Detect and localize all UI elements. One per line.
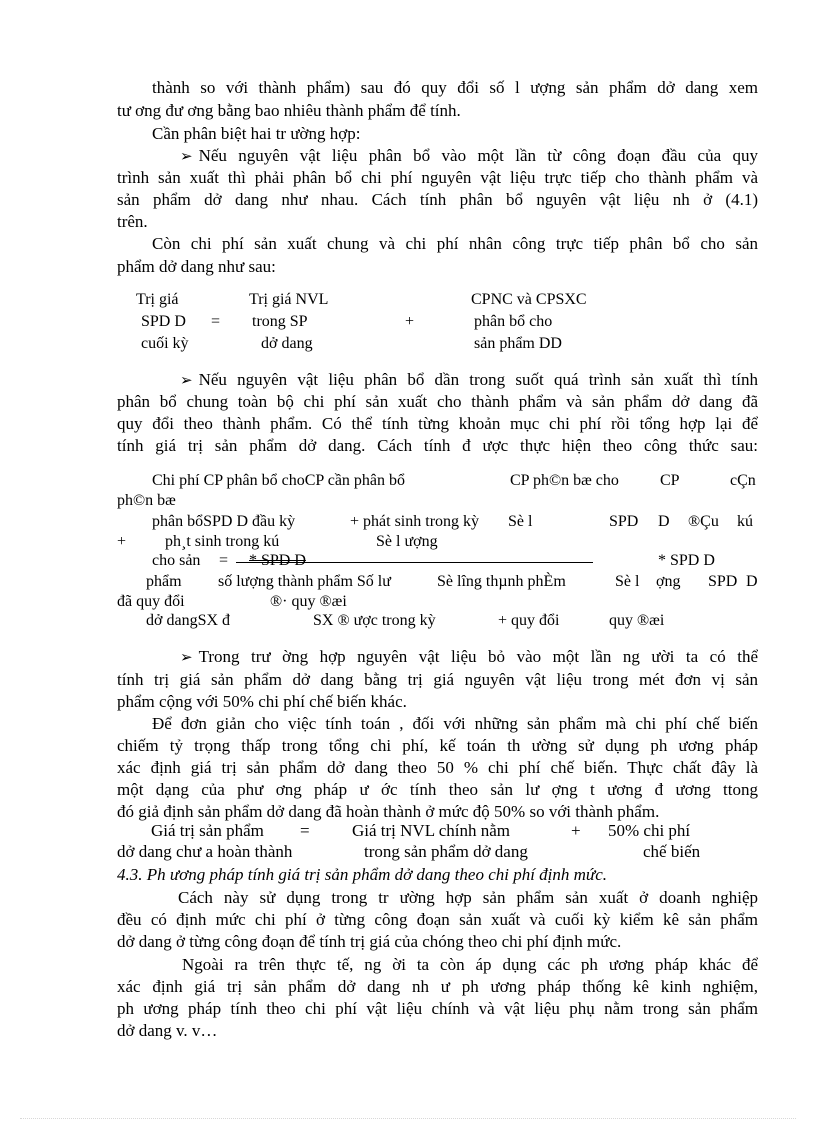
other-methods-line-1: Ngoài ra trên thực tế, ng ời ta còn áp dụng các ph ương pháp khác để [182, 955, 758, 974]
garbled-l2: ph©n bæ [117, 492, 176, 509]
intro-line-1: thành so với thành phẩm) sau đó quy đổi số l ượng sản phẩm dở dang xem [152, 78, 758, 97]
case2-line-4: tính giá trị sản phẩm dở dang. Cách tính đ ược thực hiện theo công thức sau: [117, 436, 758, 455]
arrow-bullet-icon: ➢ [180, 149, 193, 165]
case3-line-1: ➢ Trong trư ờng hợp nguyên vật liệu bỏ vào một lần ng ười ta có thể [180, 647, 758, 666]
formula2-b2: trong sản phẩm dở dang [364, 842, 528, 861]
other-costs-line-2: phẩm dở dang như sau: [117, 257, 276, 276]
case1-line-3: sản phẩm dở dang như nhau. Cách tính phân bổ nguyên vật liệu nh ở (4.1) [117, 190, 758, 209]
case1-line-4: trên. [117, 212, 148, 231]
garbled-l6-d: Sè l [615, 573, 640, 590]
formula1-col3-r1: CPNC và CPSXC [471, 291, 587, 308]
formula1-col3-r2: phân bổ cho [474, 313, 553, 330]
formula1-plus: + [405, 313, 415, 330]
simplify-line-1: Để đơn giản cho việc tính toán , đối với những sản phẩm mà chi phí chế biến [152, 714, 758, 733]
garbled-l1-b: CP ph©n bæ cho [510, 472, 619, 489]
formula1-col2-r3: dở dang [261, 335, 313, 352]
formula2-a1: Giá trị sản phẩm [151, 821, 264, 840]
garbled-l7-a: đã quy đổi [117, 593, 185, 610]
other-costs-line-1: Còn chi phí sản xuất chung và chi phí nhân công trực tiếp phân bổ cho sản [152, 234, 758, 253]
case1-line-2: trình sản xuất thì phải phân bổ chi phí nguyên vật liệu trực tiếp cho thành phẩm và [117, 168, 758, 187]
garbled-l8-d: quy ®æi [609, 612, 665, 629]
garbled-l3-d: SPD [609, 513, 639, 530]
arrow-bullet-icon: ➢ [180, 373, 193, 389]
garbled-l6-g: D [746, 573, 758, 590]
case2-line-2: phân bổ chung toàn bộ chi phí sản xuất cho thành phẩm và sản phẩm dở dang đã [117, 392, 758, 411]
other-methods-line-3: ph ương pháp tính theo chi phí vật liệu chính và vật liệu phụ nằm trong sản phẩm [117, 999, 758, 1018]
garbled-l5-c: * SPD D [249, 552, 306, 569]
formula1-col2-r1: Trị giá NVL [249, 291, 329, 308]
other-methods-line-4: dở dang v. v… [117, 1021, 218, 1040]
formula1-col3-r3: sản phẩm DD [474, 335, 562, 352]
other-methods-line-2: xác định giá trị sản phẩm dở dang nh ư ph ương pháp thống kê kinh nghiệm, [117, 977, 758, 996]
garbled-l3-c: Sè l [508, 513, 533, 530]
garbled-l3-b: + phát sinh trong kỳ [350, 513, 480, 530]
section-heading-4-3: 4.3. Ph ương pháp tính giá trị sản phẩm dở dang theo chi phí định mức. [117, 865, 608, 884]
garbled-l6-a: phẩm [146, 573, 182, 590]
case3-line-3: phẩm cộng với 50% chi phí chế biến khác. [117, 692, 407, 711]
garbled-l1-c: CP [660, 472, 680, 489]
norm-line-3: dở dang ở từng công đoạn để tính trị giá của chóng theo chi phí định mức. [117, 932, 622, 951]
garbled-l1-d: cÇn [730, 472, 756, 489]
formula2-a2: dở dang chư a hoàn thành [117, 842, 293, 861]
formula1-col2-r2: trong SP [252, 313, 308, 330]
formula2-b1: Giá trị NVL chính nằm [352, 821, 510, 840]
garbled-l8-c: + quy đổi [498, 612, 560, 629]
formula1-equals: = [211, 313, 221, 330]
formula1-col1-r3: cuối kỳ [141, 335, 189, 352]
simplify-line-5: đó giả định sản phẩm dở dang đã hoàn thành ở mức độ 50% so với thành phẩm. [117, 802, 660, 821]
garbled-l4-c: Sè l ượng [376, 533, 438, 550]
formula2-c1: 50% chi phí [608, 821, 691, 840]
intro-line-2: tư ơng đư ơng bằng bao nhiêu thành phẩm để tính. [117, 101, 461, 120]
garbled-l6-b: số lượng thành phẩm Số lư [218, 573, 391, 590]
formula2-plus: + [571, 821, 581, 840]
garbled-l6-c: Sè lîng thµnh phÈm [437, 573, 566, 590]
garbled-l3-g: kú [737, 513, 753, 530]
garbled-l4-b: ph¸t sinh trong kú [165, 533, 280, 550]
simplify-line-3: xác định giá trị sản phẩm dở dang theo 50 % chi phí chế biến. Thực chất đây là [117, 758, 758, 777]
garbled-l4-a: + [117, 533, 127, 550]
garbled-l6-f: SPD [708, 573, 738, 590]
garbled-l8-a: dở dangSX đ [146, 612, 231, 629]
garbled-l3-e: D [658, 513, 670, 530]
simplify-line-2: chiếm tỷ trọng thấp trong tổng chi phí, kế toán th ường sử dụng ph ương pháp [117, 736, 758, 755]
norm-line-1: Cách này sử dụng trong tr ường hợp sản phẩm sản xuất ở doanh nghiệp [178, 888, 758, 907]
garbled-l5-d: * SPD D [658, 552, 715, 569]
formula1-col1-r1: Trị giá [136, 291, 179, 308]
garbled-l8-b: SX ® ược trong kỳ [313, 612, 436, 629]
case1-line-1: ➢ Nếu nguyên vật liệu phân bổ vào một lần từ công đoạn đầu của quy [180, 146, 758, 165]
garbled-l5-b: = [219, 552, 229, 569]
garbled-l1-a: Chi phí CP phân bổ choCP cần phân bổ [152, 472, 406, 489]
formula2-equals: = [300, 821, 310, 840]
case2-line-1: ➢ Nếu nguyên vật liệu phân bổ dần trong suốt quá trình sản xuất thì tính [180, 370, 758, 389]
page-bottom-border [20, 1118, 796, 1119]
fraction-line [236, 562, 593, 563]
garbled-l3-f: ®Çu [688, 513, 719, 530]
case3-line-2: tính trị giá sản phẩm dở dang bằng trị giá nguyên vật liệu trong mét đơn vị sản [117, 670, 758, 689]
garbled-l5-a: cho sản [152, 552, 201, 569]
norm-line-2: đều có định mức chi phí ở từng công đoạn sản xuất và cuối kỳ kiểm kê sản phẩm [117, 910, 758, 929]
case2-line-3: quy đổi theo thành phẩm. Có thể tính từng khoản mục chi phí rồi tổng hợp lại để [117, 414, 758, 433]
formula2-c2: chế biến [643, 842, 701, 861]
formula1-col1-r2: SPD D [141, 313, 186, 330]
cases-intro: Cần phân biệt hai tr ường hợp: [152, 124, 361, 143]
simplify-line-4: một dạng của phư ơng pháp ư ớc tính theo sản lư ợng t ương đ ương ttong [117, 780, 758, 799]
garbled-l6-e: ợng [656, 573, 681, 590]
arrow-bullet-icon: ➢ [180, 650, 193, 666]
garbled-l3-a: phân bổSPD D đầu kỳ [152, 513, 296, 530]
garbled-l7-b: ®· quy ®æi [270, 593, 347, 610]
